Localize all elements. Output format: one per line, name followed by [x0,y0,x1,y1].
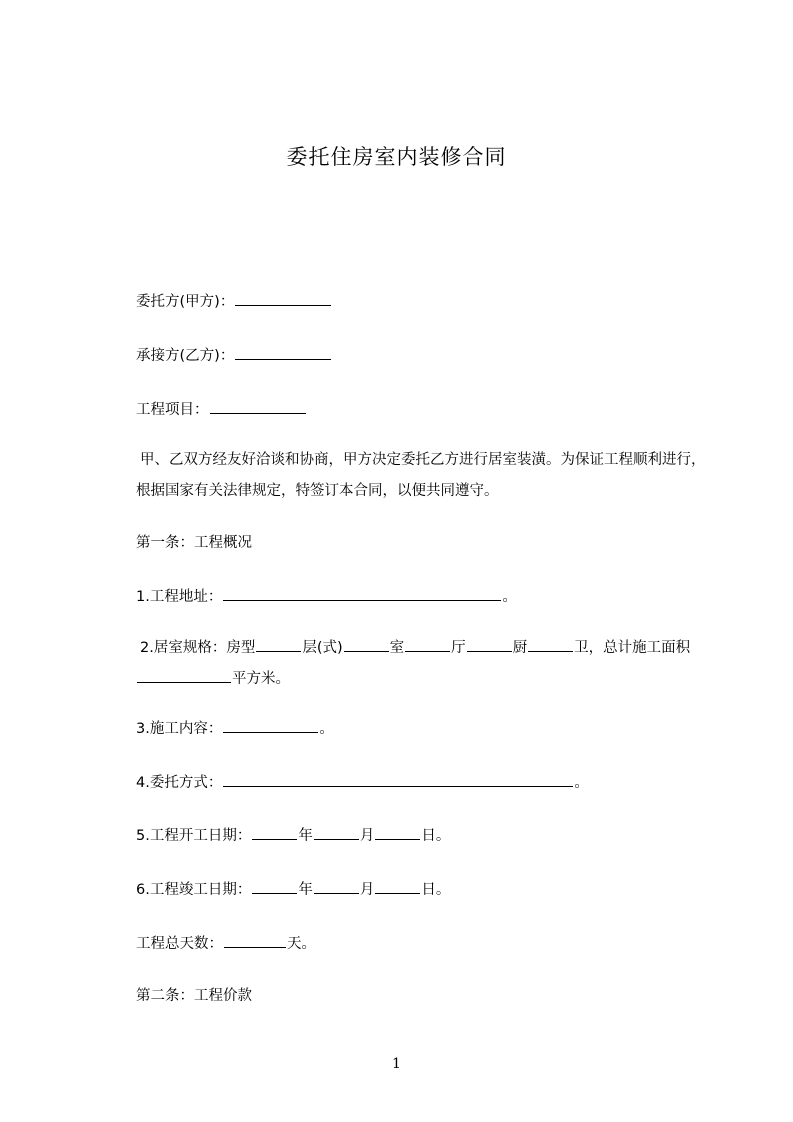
item1-period: 。 [502,589,517,605]
project-blank [210,399,306,414]
content-blank [223,718,318,733]
end-month-blank [314,879,359,894]
article2-title: 第二条：工程价款 [136,988,252,1004]
item2-unit: 平方米。 [232,671,290,687]
total-days-blank [224,933,286,948]
total-days-line [136,933,316,954]
kitchen-blank [528,637,573,652]
party-a-label: 委托方(甲方)： [136,294,235,310]
method-blank [223,772,573,787]
page-number: 1 [392,1056,401,1072]
start-month-blank [314,825,359,840]
item4-line [136,772,589,793]
item6-label: 6.工程竣工日期： [136,882,252,898]
intro-paragraph [136,445,706,507]
item2-prefix: 2.居室规格：房型 [140,640,256,656]
start-year-label: 年 [298,828,313,844]
party-b-line [136,345,332,366]
project-line [136,399,307,420]
item3-line [136,718,334,739]
item2-kitchen: 厨 [512,640,528,656]
item1-line [136,586,517,607]
item5-label: 5.工程开工日期： [136,828,252,844]
party-a-blank [235,291,331,306]
total-days-unit: 天。 [287,936,316,952]
document-title: 委托住房室内装修合同 [286,145,507,169]
intro-text: 甲、乙双方经友好洽谈和协商，甲方决定委托乙方进行居室装潢。为保证工程顺利进行，根据国家有关法律规定，特签订本合同，以便共同遵守。 [136,452,706,499]
item2-hall: 厅 [451,640,466,656]
end-day-label: 日。 [421,882,451,898]
party-b-label: 承接方(乙方)： [136,348,235,364]
article1-title: 第一条：工程概况 [136,535,252,551]
item1-label: 1.工程地址： [136,589,223,605]
total-days-label: 工程总天数： [136,936,223,952]
start-year-blank [252,825,297,840]
item3-label: 3.施工内容： [136,721,223,737]
room-blank [405,637,450,652]
hall-blank [467,637,512,652]
floor-blank [344,637,389,652]
start-day-blank [375,825,420,840]
type-blank [256,637,301,652]
end-day-blank [375,879,420,894]
item2-floor: 层(式) [302,640,343,656]
item3-period: 。 [319,721,334,737]
end-year-label: 年 [298,882,313,898]
end-year-blank [252,879,297,894]
item5-line [136,825,450,846]
item4-label: 4.委托方式： [136,775,223,791]
item6-line [136,879,450,900]
start-month-label: 月 [359,828,375,844]
item2-paragraph [136,633,706,695]
end-month-label: 月 [359,882,375,898]
item2-bath: 卫，总计施工面积 [574,640,691,656]
start-day-label: 日。 [421,828,451,844]
address-blank [223,586,501,601]
item2-room: 室 [389,640,405,656]
item4-period: 。 [574,775,589,791]
party-b-blank [235,345,331,360]
party-a-line [136,291,332,312]
project-label: 工程项目： [136,402,209,418]
area-blank [137,668,231,683]
